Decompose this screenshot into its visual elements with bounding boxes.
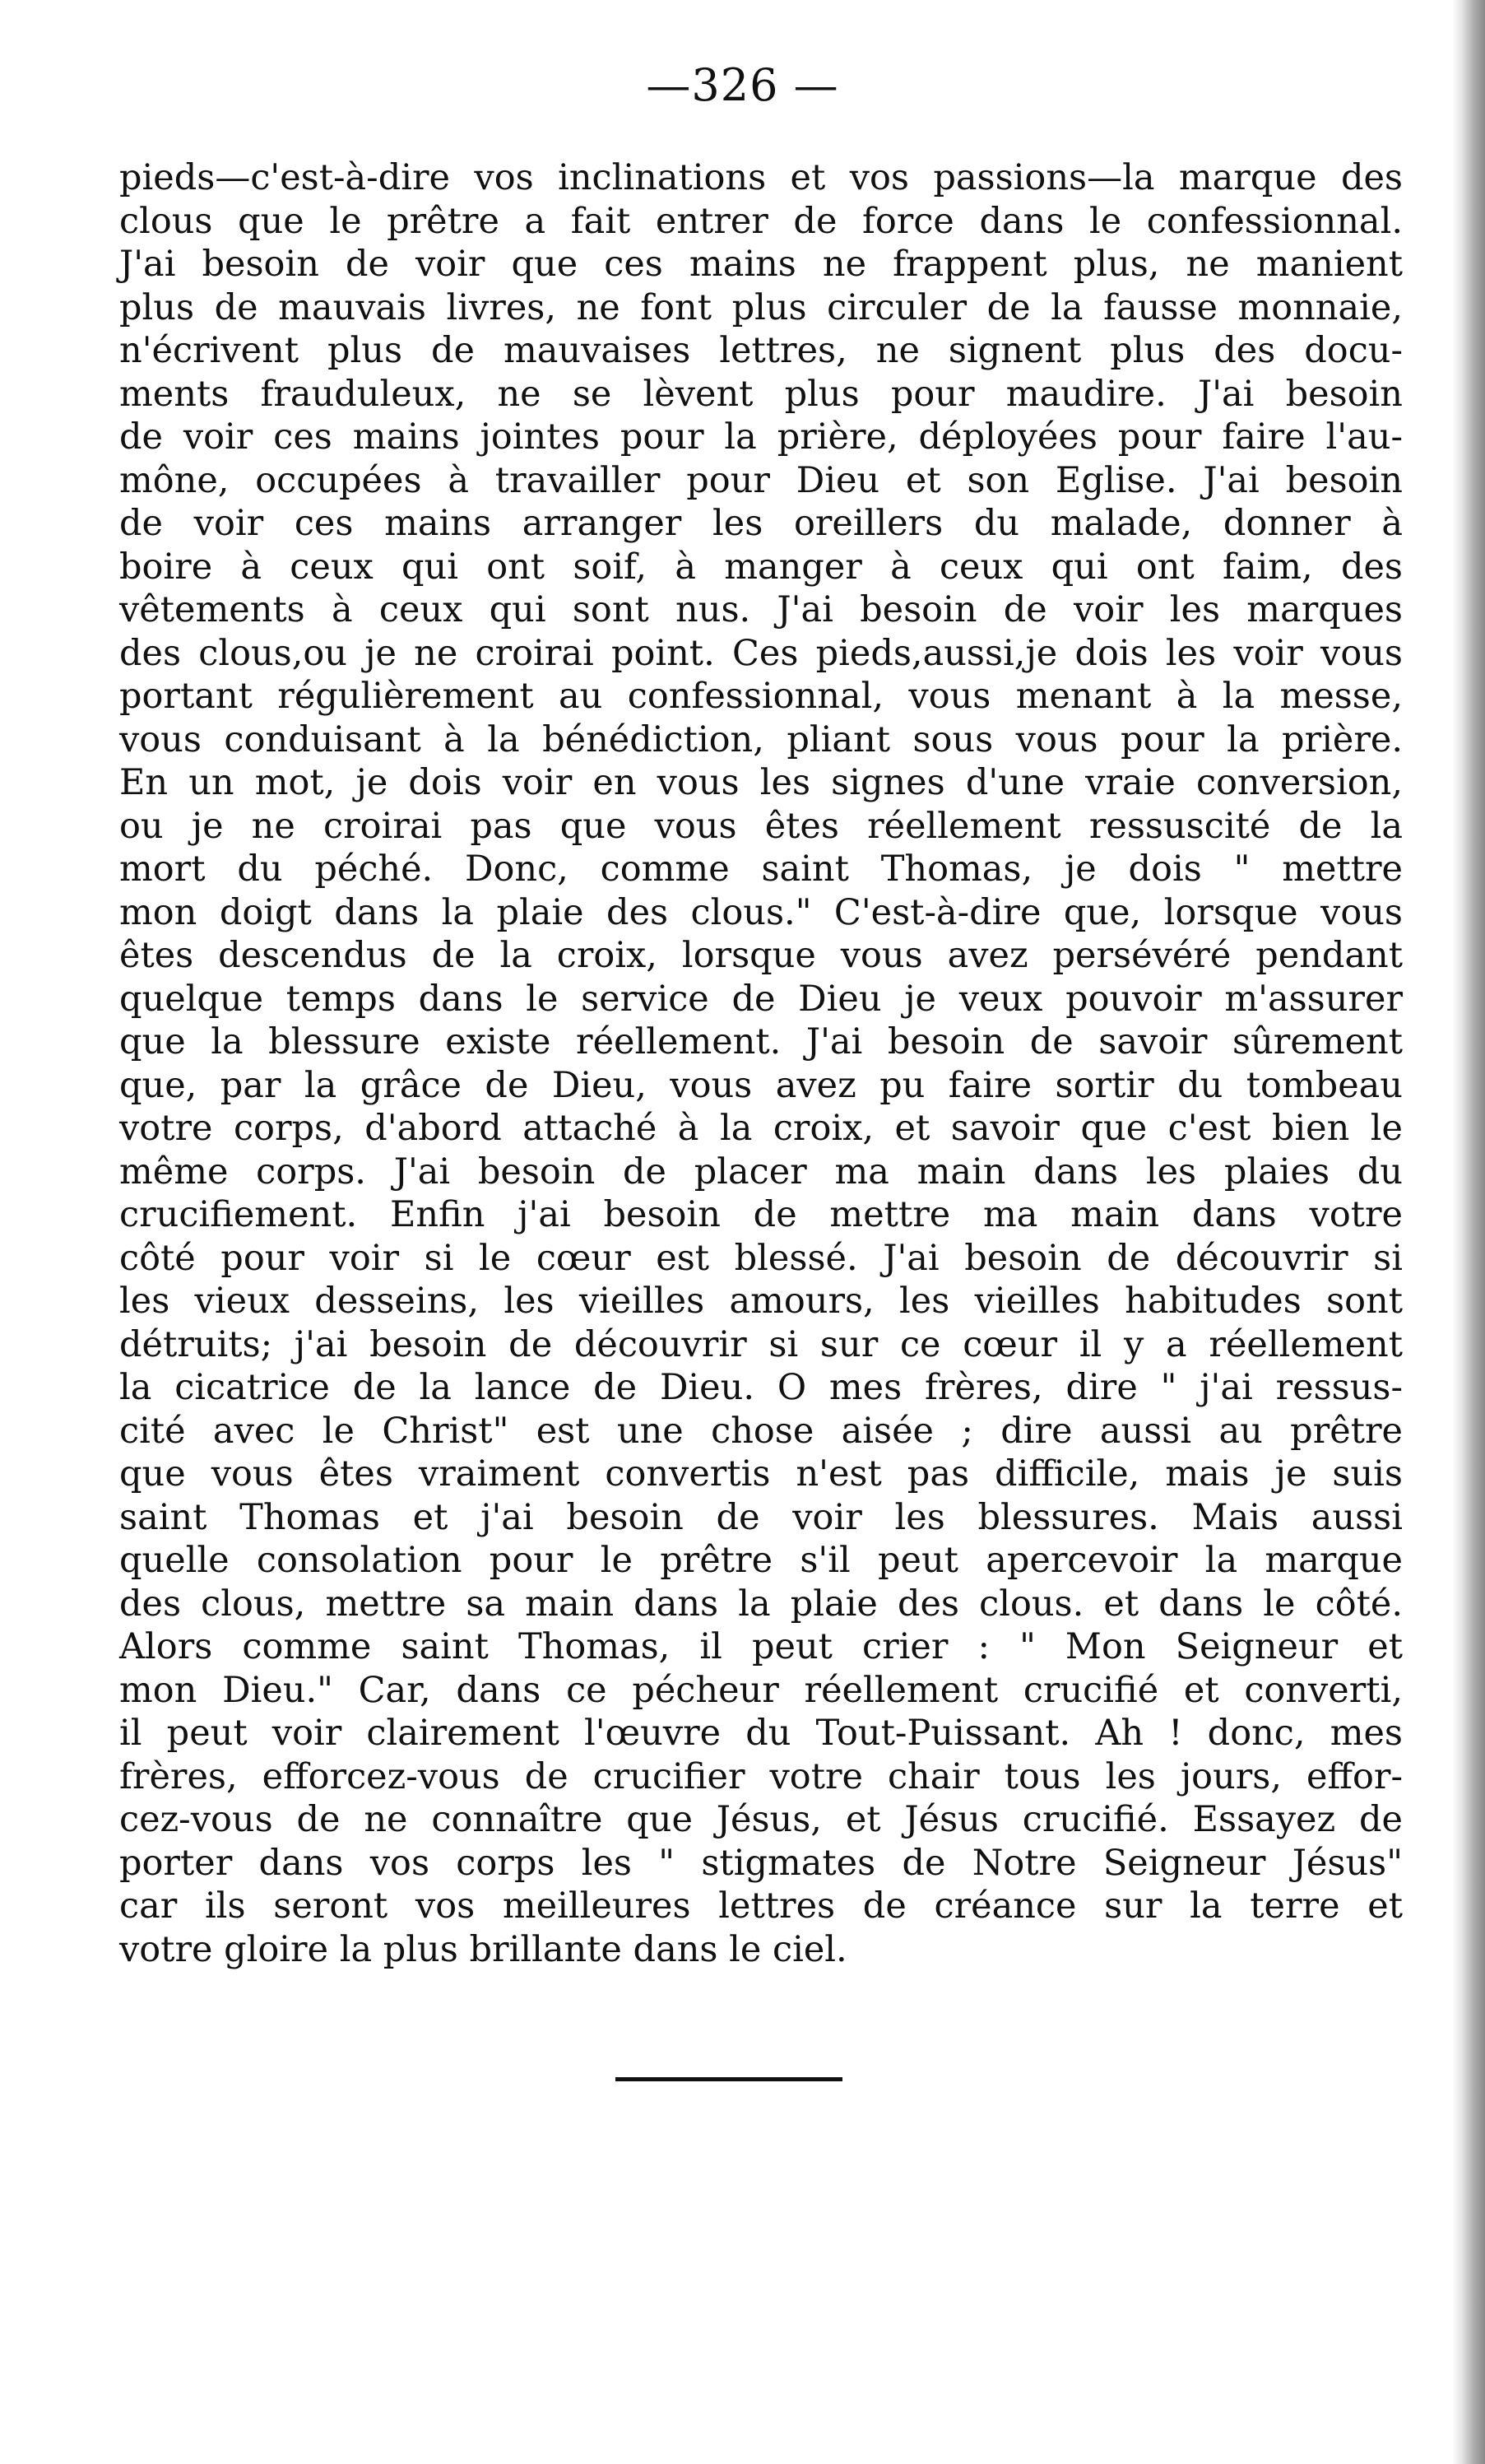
text-line: clous que le prêtre a fait entrer de force dans le confessionnal. [119, 200, 1403, 242]
text-line: quelque temps dans le service de Dieu je veux pouvoir m'assurer [119, 978, 1403, 1020]
text-line: mon doigt dans la plaie des clous." C'est-à-dire que, lorsque vous [119, 891, 1403, 933]
text-line: de voir ces mains arranger les oreillers du malade, donner à [119, 503, 1403, 544]
text-line: mon Dieu." Car, dans ce pécheur réellement crucifié et converti, [119, 1669, 1403, 1711]
text-line: ments frauduleux, ne se lèvent plus pour maudire. J'ai besoin [119, 373, 1403, 415]
text-line: côté pour voir si le cœur est blessé. J'ai besoin de découvrir si [119, 1237, 1403, 1279]
text-line: mort du péché. Donc, comme saint Thomas, je dois " mettre [119, 848, 1403, 890]
text-line: crucifiement. Enfin j'ai besoin de mettre ma main dans votre [119, 1194, 1403, 1235]
scan-edge [1452, 0, 1485, 2464]
text-line: quelle consolation pour le prêtre s'il peut apercevoir la marque [119, 1540, 1403, 1581]
text-line: des clous,ou je ne croirai point. Ces pieds,aussi,je dois les voir vous [119, 632, 1403, 674]
text-line: vêtements à ceux qui sont nus. J'ai besoin de voir les marques [119, 589, 1403, 630]
text-line: votre corps, d'abord attaché à la croix, et savoir que c'est bien le [119, 1108, 1403, 1149]
text-line: Alors comme saint Thomas, il peut crier : " Mon Seigneur et [119, 1626, 1403, 1667]
text-line: car ils seront vos meilleures lettres de créance sur la terre et [119, 1885, 1403, 1927]
text-line: vous conduisant à la bénédiction, pliant sous vous pour la prière. [119, 718, 1403, 760]
text-line: ou je ne croirai pas que vous êtes réellement ressuscité de la [119, 805, 1403, 847]
text-line: plus de mauvais livres, ne font plus circuler de la fausse monnaie, [119, 286, 1403, 328]
text-line: même corps. J'ai besoin de placer ma main dans les plaies du [119, 1151, 1403, 1192]
text-line: mône, occupées à travailler pour Dieu et son Eglise. J'ai besoin [119, 459, 1403, 501]
text-line: boire à ceux qui ont soif, à manger à ceux qui ont faim, des [119, 546, 1403, 588]
text-line: cez-vous de ne connaître que Jésus, et Jésus crucifié. Essayez de [119, 1799, 1403, 1840]
text-line: la cicatrice de la lance de Dieu. O mes frères, dire " j'ai ressus- [119, 1367, 1403, 1408]
text-line: porter dans vos corps les " stigmates de Notre Seigneur Jésus" [119, 1842, 1403, 1884]
text-line: êtes descendus de la croix, lorsque vous avez persévéré pendant [119, 935, 1403, 976]
text-line: portant régulièrement au confessionnal, vous menant à la messe, [119, 676, 1403, 717]
text-line: votre gloire la plus brillante dans le ciel. [119, 1928, 847, 1970]
text-line: il peut voir clairement l'œuvre du Tout-Puissant. Ah ! donc, mes [119, 1713, 1403, 1754]
text-line: que, par la grâce de Dieu, vous avez pu faire sortir du tombeau [119, 1064, 1403, 1106]
text-line: pieds—c'est-à-dire vos inclinations et vos passions—la marque des [119, 157, 1403, 198]
text-line: En un mot, je dois voir en vous les signes d'une vraie conversion, [119, 762, 1403, 803]
text-line: frères, efforcez-vous de crucifier votre chair tous les jours, effor- [119, 1755, 1403, 1797]
text-line: détruits; j'ai besoin de découvrir si sur ce cœur il y a réellement [119, 1323, 1403, 1365]
body-text [119, 156, 1403, 1971]
text-line: que la blessure existe réellement. J'ai besoin de savoir sûrement [119, 1021, 1403, 1062]
text-line: cité avec le Christ" est une chose aisée ; dire aussi au prêtre [119, 1410, 1403, 1452]
text-line: que vous êtes vraiment convertis n'est pas difficile, mais je suis [119, 1453, 1403, 1495]
text-line: J'ai besoin de voir que ces mains ne frappent plus, ne manient [119, 244, 1403, 285]
text-line: les vieux desseins, les vieilles amours, les vieilles habitudes sont [119, 1281, 1403, 1322]
text-line: n'écrivent plus de mauvaises lettres, ne signent plus des docu- [119, 330, 1403, 371]
text-line: saint Thomas et j'ai besoin de voir les blessures. Mais aussi [119, 1496, 1403, 1538]
text-line: des clous, mettre sa main dans la plaie des clous. et dans le côté. [119, 1583, 1403, 1625]
end-rule-divider [615, 2077, 842, 2081]
page-number: —326 — [646, 59, 839, 111]
text-line: de voir ces mains jointes pour la prière, déployées pour faire l'au- [119, 416, 1403, 458]
